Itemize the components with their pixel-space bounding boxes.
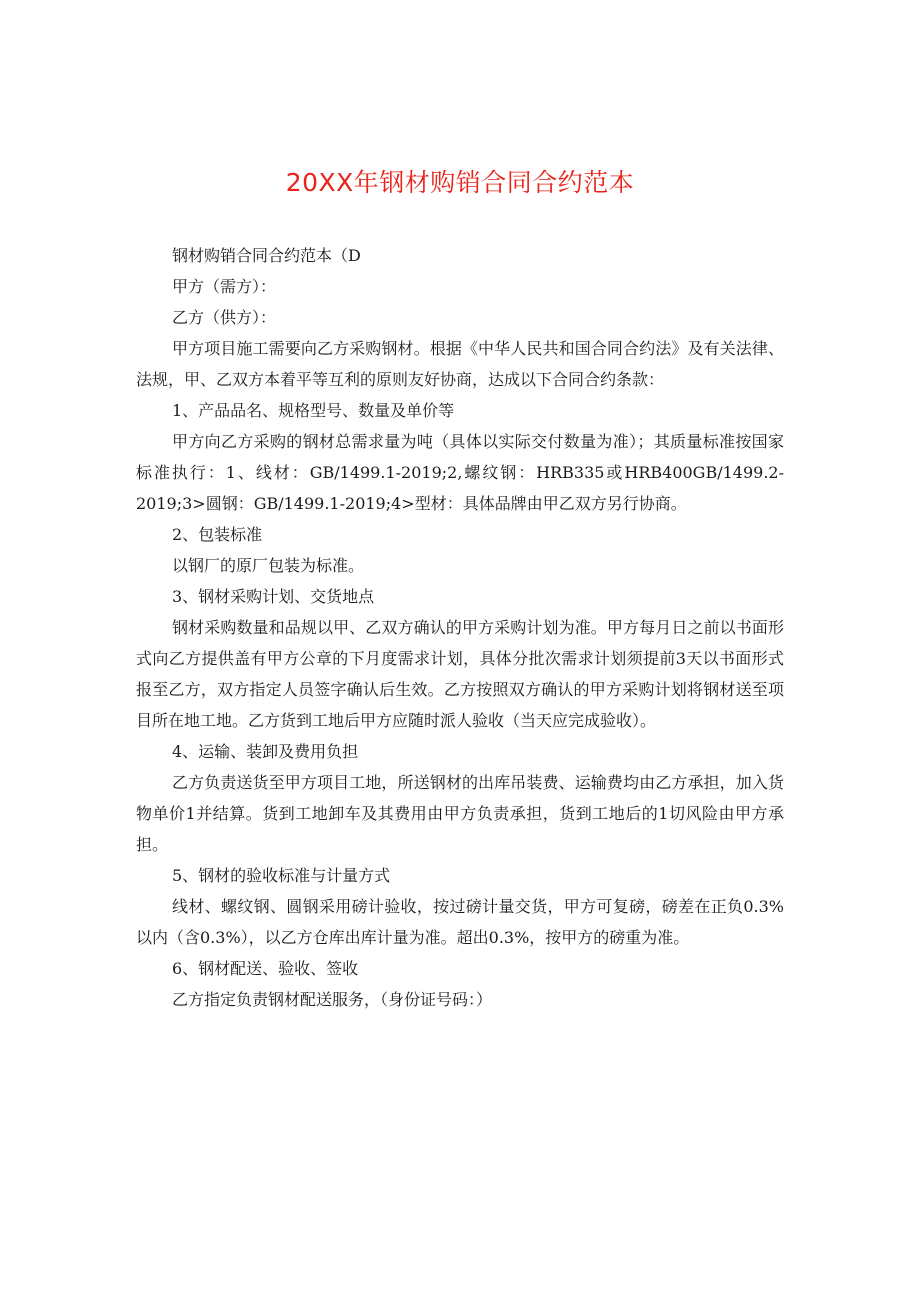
section-heading-2: 2、包装标准 — [172, 525, 263, 544]
section-heading-4: 4、运输、装卸及费用负担 — [172, 742, 359, 761]
document-body — [136, 240, 784, 1015]
section-heading-1: 1、产品品名、规格型号、数量及单价等 — [172, 401, 455, 420]
section-body-5: 线材、螺纹钢、圆钢采用磅计验收，按过磅计量交货，甲方可复磅，磅差在正负0.3%以内（含0.3%），以乙方仓库出库计量为准。超出0.3%，按甲方的磅重为准。 — [136, 897, 784, 947]
party-b-line: 乙方（供方）： — [172, 308, 277, 327]
subtitle-paragraph: 钢材购销合同合约范本（D — [172, 246, 361, 265]
section-body-6: 乙方指定负责钢材配送服务，（身份证号码：） — [172, 990, 493, 1009]
section-heading-5: 5、钢材的验收标准与计量方式 — [172, 866, 391, 885]
party-a-line: 甲方（需方）： — [172, 277, 277, 296]
section-heading-3: 3、钢材采购计划、交货地点 — [172, 587, 375, 606]
document-title: 20XX年钢材购销合同合约范本 — [285, 168, 635, 197]
section-body-3: 钢材采购数量和品规以甲、乙双方确认的甲方采购计划为准。甲方每月日之前以书面形式向乙方提供盖有甲方公章的下月度需求计划，具体分批次需求计划须提前3天以书面形式报至乙方，双方指定人员签字确认后生效。乙方按照双方确认的甲方采购计划将钢材送至项目所在地工地。乙方货到工地后甲方应随时派人验收（当天应完成验收）。 — [136, 618, 784, 730]
section-heading-6: 6、钢材配送、验收、签收 — [172, 959, 359, 978]
preamble-paragraph: 甲方项目施工需要向乙方采购钢材。根据《中华人民共和国合同合约法》及有关法律、法规，甲、乙双方本着平等互利的原则友好协商，达成以下合同合约条款： — [136, 339, 784, 389]
section-body-2: 以钢厂的原厂包装为标准。 — [172, 556, 365, 575]
section-body-4: 乙方负责送货至甲方项目工地，所送钢材的出库吊装费、运输费均由乙方承担，加入货物单价1并结算。货到工地卸车及其费用由甲方负责承担，货到工地后的1切风险由甲方承担。 — [136, 773, 784, 854]
section-body-1: 甲方向乙方采购的钢材总需求量为吨（具体以实际交付数量为准）；其质量标准按国家标准执行：1、线材：GB/1499.1-2019;2,螺纹钢：HRB335或HRB400GB/1499.2-2019;3>圆钢：GB/1499.1-2019;4>型材：具体品牌由甲乙双方另行协商。 — [136, 432, 784, 513]
